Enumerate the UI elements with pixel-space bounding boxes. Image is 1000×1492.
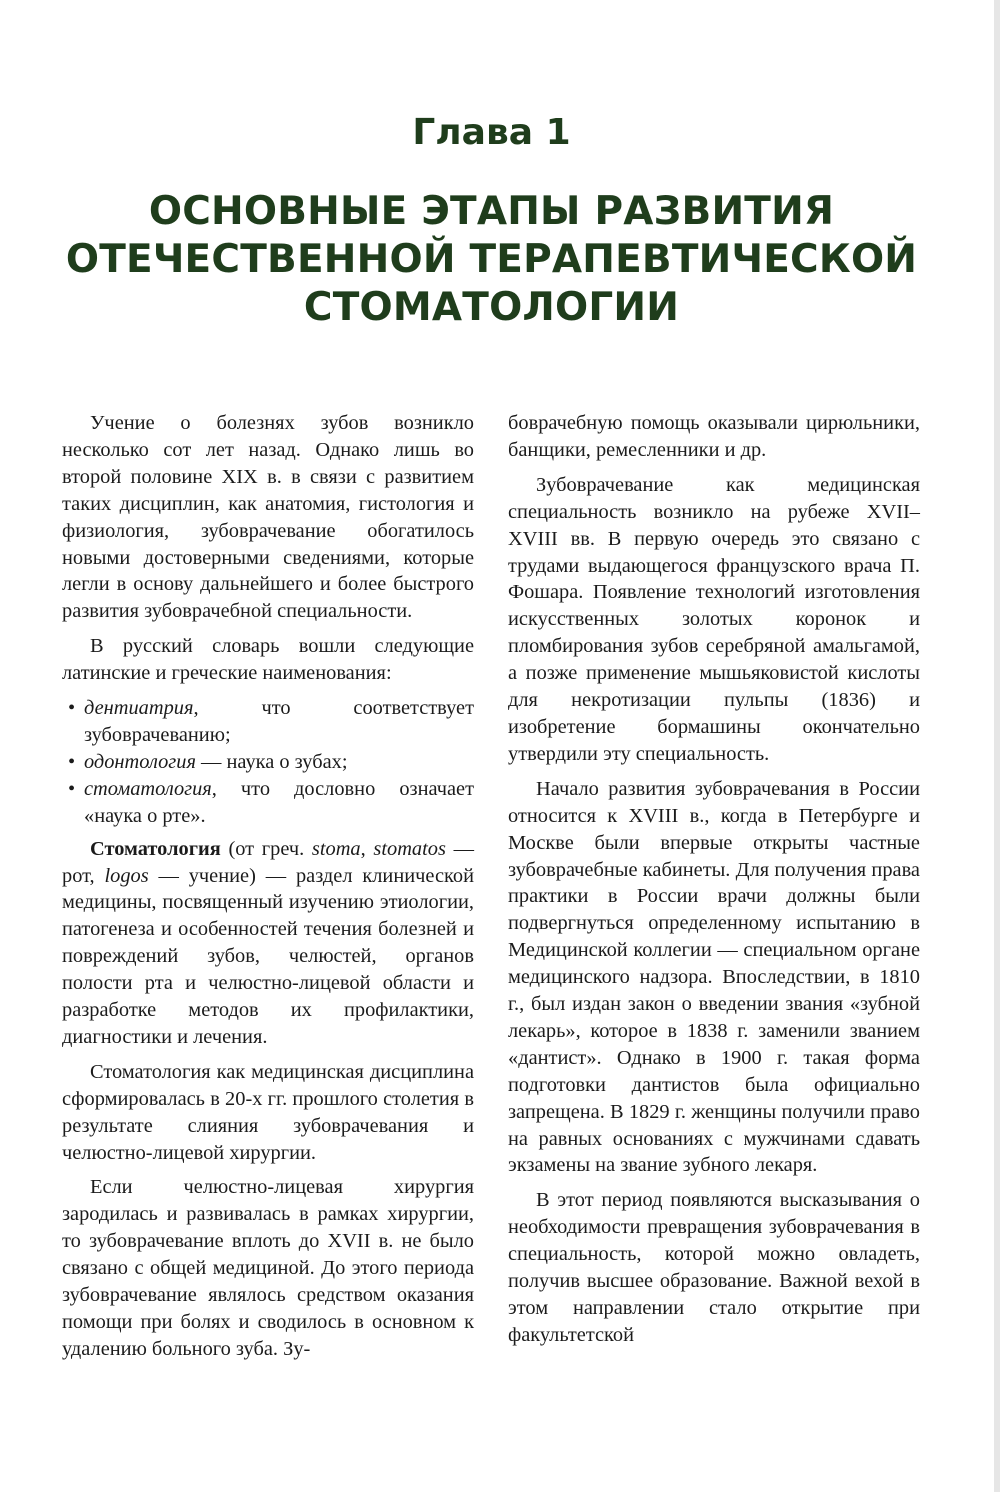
list-item: • одонтология — наука о зубах; <box>62 749 474 776</box>
definition-paragraph: Стоматология (от греч. stoma, stomatos — рот, logos — учение) — раздел клинической медицины, посвященный изучению этиологии, патогенеза и особенностей течения болезней и повреждений зубов, челюстей, органов полости рта и челюстно-лицевой области и разработке методов их профилактики, диагностики и лечения. <box>62 837 474 1048</box>
list-item: • стоматология, что дословно означает «наука о рте». <box>68 777 474 827</box>
bullet-icon: • <box>68 697 76 720</box>
terms-list <box>62 695 474 830</box>
right-column <box>508 410 920 1357</box>
paragraph: боврачебную помощь оказывали цирюльники, банщики, ремесленники и др. <box>508 412 920 461</box>
paragraph: Если челюстно-лицевая хирургия зародилась и развивалась в рамках хирургии, то зубоврачевание вплоть до XVII в. не было связано с общей медициной. До этого периода зубоврачевание являлось средством оказания помощи при болях и сводилось в основном к удалению больного зуба. Зу- <box>62 1176 474 1360</box>
chapter-label: Глава 1 <box>412 112 571 153</box>
page-edge <box>994 0 1000 1492</box>
list-item: • дентиатрия, что соответствует зубоврачеванию; <box>68 697 474 746</box>
paragraph: В русский словарь вошли следующие латинские и греческие наименования: <box>62 635 474 685</box>
paragraph: Зубоврачевание как медицинская специальность возникло на рубеже XVII–XVIII вв. В первую очередь это связано с трудами выдающегося французского врача П. Фошара. Появление технологий изготовления искусственных золотых коронок и пломбирования зубов серебряной амальгамой, а позже применение мышьяковистой кислоты для некротизации пульпы (1836) и изобретение бормашины окончательно утвердили эту специальность. <box>508 473 920 765</box>
bullet-icon: • <box>68 750 76 773</box>
paragraph: Учение о болезнях зубов возникло несколько сот лет назад. Однако лишь во второй половине XIX в. в связи с развитием таких дисциплин, как анатомия, гистология и физиология, зубоврачевание обогатилось новыми достоверными сведениями, которые легли в основу дальнейшего и более быстрого развития зубоврачебной специальности. <box>62 412 474 623</box>
paragraph: В этот период появляются высказывания о необходимости превращения зубоврачевания в специальность, которой можно овладеть, получив высшее образование. Важной вехой в этом направлении стало открытие при факультетской <box>508 1189 920 1346</box>
left-column <box>62 410 474 1371</box>
bullet-icon: • <box>68 777 76 800</box>
paragraph: Начало развития зубоврачевания в России относится к XVIII в., когда в Петербурге и Москве были впервые открыты частные зубоврачебные кабинеты. Для получения права практики в России врачи должны были подвергнуться определенному испытанию в Медицинской коллегии — специальном органе медицинского надзора. Впоследствии, в 1810 г., был издан закон о введении звания «зубной лекарь», которое в 1838 г. заменили званием «дантист». Однако в 1900 г. такая форма подготовки дантистов была официально запрещена. В 1829 г. женщины получили право на равных основаниях с мужчинами сдавать экзамены на звание зубного лекаря. <box>508 777 920 1177</box>
defined-term: Стоматология <box>90 837 221 860</box>
paragraph: Стоматология как медицинская дисциплина сформировалась в 20-х гг. прошлого столетия в результате слияния зубоврачевания и челюстно-лицевой хирургии. <box>62 1060 474 1164</box>
chapter-title: ОСНОВНЫЕ ЭТАПЫ РАЗВИТИЯ ОТЕЧЕСТВЕННОЙ ТЕРАПЕВТИЧЕСКОЙ СТОМАТОЛОГИИ <box>65 189 918 330</box>
